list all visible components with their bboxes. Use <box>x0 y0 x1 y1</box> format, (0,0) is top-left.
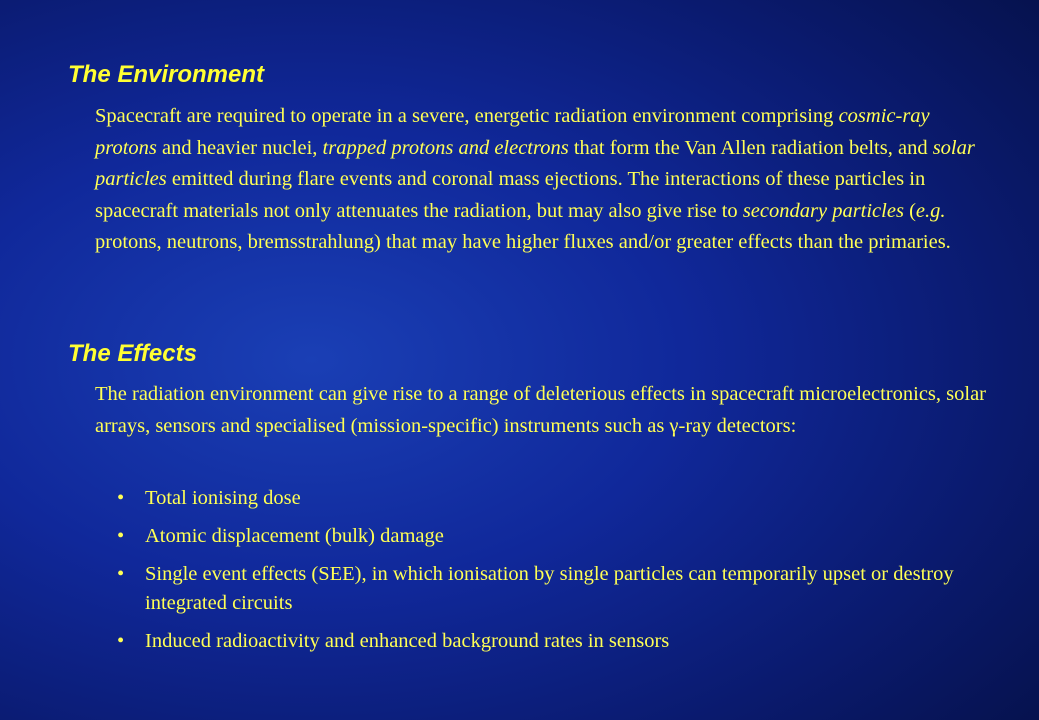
heading-effects: The Effects <box>68 340 197 367</box>
text-segment: and heavier nuclei, <box>156 136 323 159</box>
emphasis-solar-particles: solar particles <box>95 136 975 190</box>
effects-list <box>95 484 995 665</box>
text-segment: ( <box>903 199 916 222</box>
text-segment: that form the Van Allen radiation belts, and <box>568 136 933 159</box>
emphasis-secondary-particles: secondary particles <box>742 199 904 222</box>
list-item <box>95 484 995 513</box>
text-segment: Spacecraft are required to operate in a severe, energetic radiation environment comprising <box>95 105 839 127</box>
list-item <box>95 522 995 551</box>
bullet-icon: • <box>117 630 125 652</box>
bullet-icon: • <box>117 487 125 509</box>
environment-paragraph <box>95 101 995 259</box>
emphasis-eg: e.g. <box>915 199 946 222</box>
text-segment: emitted during flare events and coronal mass ejections. The interactions of these particles in spacecraft materials not only attenuates the radiation, but may also give rise to <box>95 168 926 222</box>
bullet-icon: • <box>117 525 125 547</box>
list-item-text: Single event effects (SEE), in which ionisation by single particles can temporarily upset or destroy integrated circuits <box>145 563 954 614</box>
list-item-text: Total ionising dose <box>145 487 301 509</box>
emphasis-trapped-particles: trapped protons and electrons <box>322 136 569 159</box>
emphasis-cosmic-ray-protons: cosmic-ray protons <box>95 105 930 159</box>
list-item <box>95 560 995 618</box>
list-item <box>95 627 995 656</box>
list-item-text: Atomic displacement (bulk) damage <box>145 525 444 547</box>
text-segment: protons, neutrons, bremsstrahlung) that may have higher fluxes and/or greater effects than the primaries. <box>95 231 951 253</box>
list-item-text: Induced radioactivity and enhanced background rates in sensors <box>145 630 670 652</box>
bullet-icon: • <box>117 563 125 585</box>
effects-intro: The radiation environment can give rise to a range of deleterious effects in spacecraft microelectronics, solar arrays, sensors and specialised (mission-specific) instruments such as γ-ray detectors: <box>95 383 986 437</box>
heading-environment: The Environment <box>68 61 265 88</box>
